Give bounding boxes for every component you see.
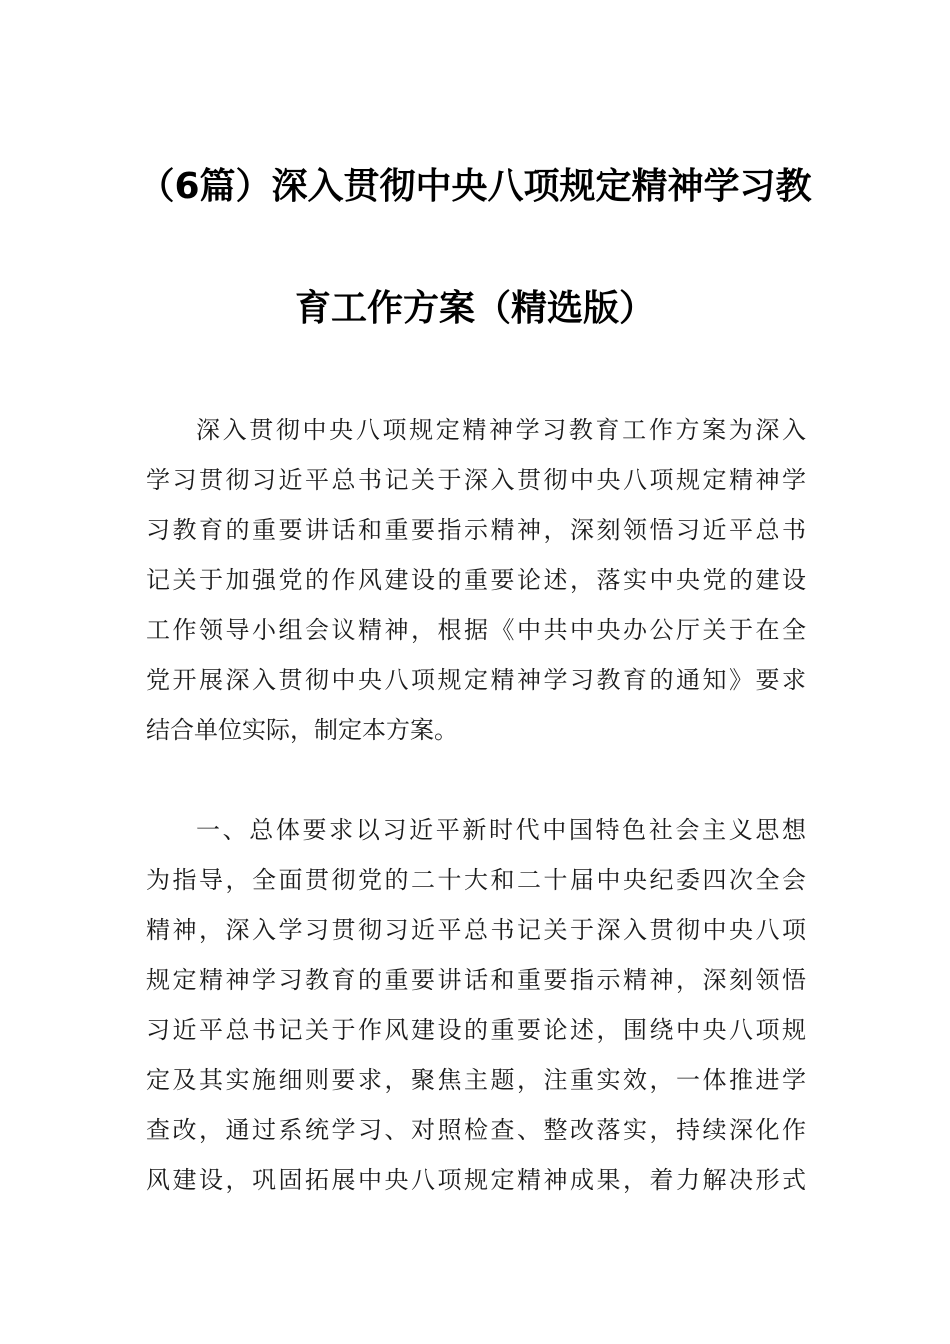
document-title-line-1: （6篇）深入贯彻中央八项规定精神学习教	[138, 166, 812, 207]
paragraph-2-line: 精神，深入学习贯彻习近平总书记关于深入贯彻中央八项	[146, 916, 806, 944]
paragraph-1-line: 党开展深入贯彻中央八项规定精神学习教育的通知》要求	[146, 666, 806, 694]
paragraph-2-line: 为指导，全面贯彻党的二十大和二十届中央纪委四次全会	[146, 866, 806, 894]
paragraph-2-line: 规定精神学习教育的重要讲话和重要指示精神，深刻领悟	[146, 966, 806, 994]
paragraph-2-line: 定及其实施细则要求，聚焦主题，注重实效，一体推进学	[146, 1066, 806, 1094]
paragraph-1-line: 习教育的重要讲话和重要指示精神，深刻领悟习近平总书	[146, 516, 806, 544]
paragraph-2-line: 习近平总书记关于作风建设的重要论述，围绕中央八项规	[146, 1016, 806, 1044]
paragraph-1-line: 工作领导小组会议精神，根据《中共中央办公厅关于在全	[146, 616, 806, 644]
paragraph-2-line: 查改，通过系统学习、对照检查、整改落实，持续深化作	[146, 1116, 806, 1144]
paragraph-1-line: 结合单位实际，制定本方案。	[146, 716, 458, 744]
paragraph-2-line: 风建设，巩固拓展中央八项规定精神成果，着力解决形式	[146, 1166, 806, 1194]
paragraph-1-line: 学习贯彻习近平总书记关于深入贯彻中央八项规定精神学	[146, 466, 806, 494]
document-title-line-2: 育工作方案（精选版）	[294, 288, 655, 329]
paragraph-2-line: 一、总体要求以习近平新时代中国特色社会主义思想	[196, 816, 806, 844]
paragraph-1-line: 深入贯彻中央八项规定精神学习教育工作方案为深入	[196, 416, 806, 444]
paragraph-1-line: 记关于加强党的作风建设的重要论述，落实中央党的建设	[146, 566, 806, 594]
